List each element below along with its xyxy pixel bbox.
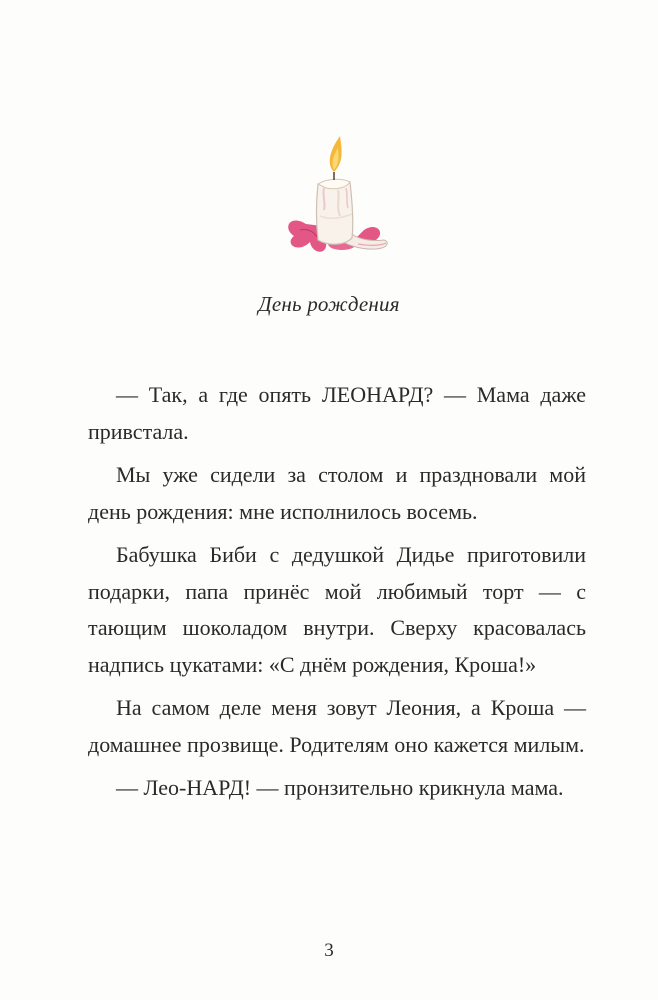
paragraph: Бабушка Биби с дедушкой Дидье приготовили подарки, папа принёс мой любимый торт — с тающим шоколадом внутри. Сверху красовалась надпись цукатами: «С днём рождения, Кроша!» <box>88 542 586 677</box>
paragraph: — Так, а где опять ЛЕОНАРД? — Мама даже привстала. <box>88 382 586 444</box>
page-number: 3 <box>324 940 334 961</box>
paragraph: — Лео-НАРД! — пронзительно крикнула мама. <box>116 775 564 800</box>
paragraph: На самом деле меня зовут Леония, а Кроша — домашнее прозвище. Родителям оно кажется милым. <box>88 695 586 757</box>
candle-illustration <box>276 132 394 258</box>
paragraph: Мы уже сидели за столом и праздновали мой день рождения: мне исполнилось восемь. <box>88 462 586 524</box>
chapter-title: День рождения <box>258 292 400 316</box>
body-text <box>88 377 586 807</box>
candle-icon <box>276 132 394 258</box>
